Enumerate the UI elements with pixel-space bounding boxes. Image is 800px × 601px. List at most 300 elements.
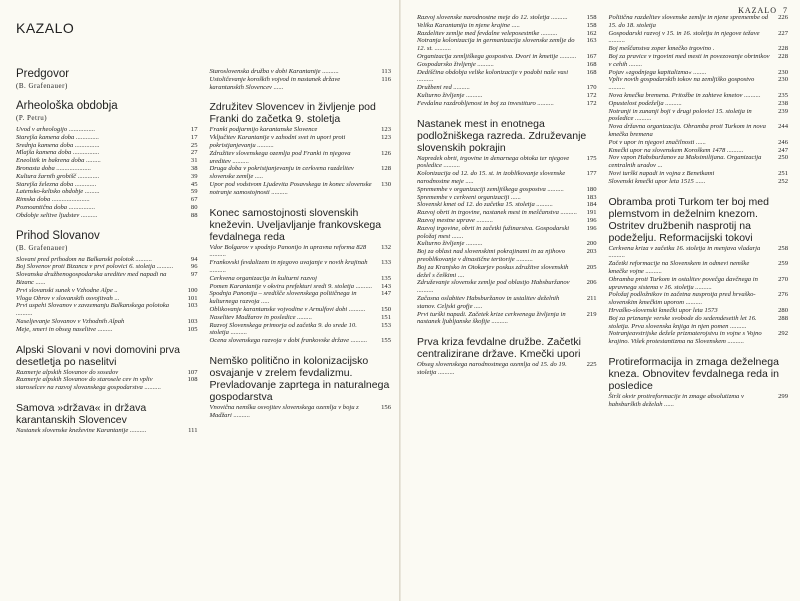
- toc-entry: [16, 427, 198, 435]
- toc-entry-title: Spremembe v cerkveni organizaciji ......: [417, 193, 521, 201]
- toc-entry-page: 126: [381, 149, 391, 157]
- toc-entry: [417, 295, 597, 311]
- toc-entry-title: Mlajša kamena doba ................: [16, 149, 100, 157]
- toc-entry-title: Kultura žarnih grobišč .............: [16, 172, 100, 180]
- section-author: (P. Petru): [16, 114, 48, 122]
- toc-entry-title: Prvi slovanski sunek v Vzhodne Alpe ..: [16, 286, 118, 294]
- toc-entry-page: 276: [778, 291, 788, 299]
- toc-entry-title: Obdobje selitve ljudstev ..........: [16, 211, 98, 219]
- toc-entry: [16, 126, 198, 134]
- toc-entry-page: 184: [586, 201, 597, 209]
- toc-entry-page: 101: [187, 294, 198, 302]
- toc-entry: [609, 291, 789, 307]
- toc-entry-title: Velika Karantanija in njene krajine .....: [417, 21, 520, 29]
- toc-entry-title: Uvod v arheologijo ................: [16, 126, 96, 133]
- toc-entry: [417, 84, 597, 92]
- toc-entry-title: Druga doba v pokristjanjevanju in cerkvena razdelitev slovenske zemlje .....: [209, 165, 354, 181]
- toc-entry-page: 168: [586, 60, 597, 68]
- toc-entry-page: 247: [778, 146, 788, 154]
- toc-entry-page: 158: [586, 21, 597, 29]
- running-head: [738, 6, 788, 15]
- toc-entry: [609, 123, 789, 139]
- section-heading: Prva kriza fevdalne družbe. Začetki centralizirane države. Kmečki upori: [417, 336, 581, 361]
- toc-entry-page: 111: [188, 426, 198, 434]
- toc-entry-title: Prvi turški napadi. Začetek krize cerkvenega življenja in nastanek ljubljanske škofije ..........: [417, 310, 566, 326]
- toc-entry-title: Slovenski kmečki upor leta 1515 ......: [608, 177, 706, 185]
- toc-entry-title: Položaj podložnikov in začetna nasprotja pred hrvaško-slovenskim kmečkim uporom ..........: [608, 291, 756, 307]
- toc-entry-page: 196: [586, 224, 597, 232]
- toc-entry-page: 108: [187, 376, 198, 384]
- toc-entry: [210, 337, 392, 345]
- toc-entry-page: 270: [778, 275, 788, 283]
- toc-entry-title: Kolonizacija od 12. do 15. st. in izoblikovanje slovenske narodnostne meje .....: [417, 170, 566, 185]
- toc-entry-page: 258: [778, 244, 788, 252]
- toc-entry: [417, 22, 597, 30]
- toc-entry: [609, 245, 789, 261]
- toc-entry: [417, 61, 597, 69]
- toc-entry-title: Boj za priznanje verske svobode do sedemdesetih let 16. stoletja. Prva slovenska knjiga in njen pomen ..........: [608, 314, 757, 330]
- toc-entry-page: 153: [381, 321, 391, 329]
- toc-entry-title: Združitev slovenskega ozemlja pod Franki in njegova ureditev ..........: [209, 149, 351, 165]
- toc-entry-page: 133: [381, 259, 391, 267]
- section-heading: Nemško politično in kolonizacijsko osvajanje v zrelem fevdalizmu. Prevladovanje zaprtega in naturalnega gospodarstva: [209, 354, 390, 403]
- toc-entry: [210, 290, 392, 306]
- toc-entry: [417, 240, 597, 248]
- toc-entry: [210, 134, 392, 150]
- toc-entry: [210, 314, 392, 322]
- toc-entry: [210, 275, 392, 283]
- toc-entry: [417, 186, 597, 194]
- left-column-2: [210, 68, 392, 445]
- toc-entry-page: 251: [778, 169, 788, 177]
- toc-entry-list: [609, 245, 789, 346]
- toc-entry-list: [417, 14, 597, 108]
- section-heading: Združitev Slovencev in življenje pod Franki do začetka 9. stoletja: [209, 101, 376, 126]
- toc-entry-page: 25: [190, 141, 198, 149]
- toc-entry-page: 259: [778, 260, 788, 268]
- toc-entry-title: Starejša železna doba .............: [16, 180, 97, 188]
- toc-entry-page: 196: [586, 216, 597, 224]
- toc-entry-page: 205: [586, 263, 597, 271]
- toc-entry: [417, 201, 597, 209]
- toc-entry-page: 97: [190, 271, 198, 279]
- toc-entry: [417, 279, 597, 295]
- toc-entry-title: Cerkvena organizacija in kulturni razvoj: [209, 274, 317, 282]
- toc-entry-title: Začasna oslabitev Habsburžanov in ustalitev deželnih stanov. Celjski grofje .....: [417, 294, 560, 310]
- toc-entry: [609, 45, 789, 53]
- toc-entry-title: Pomen Karantanije v okviru prefekturi sredi 9. stoletja ..........: [209, 282, 373, 290]
- toc-entry-page: 170: [586, 84, 597, 92]
- toc-entry-title: Boj Slovenov proti Bizancu v prvi polovici 6. stoletja ..........: [16, 263, 174, 271]
- toc-entry-list: [16, 256, 198, 334]
- toc-entry: [16, 302, 198, 318]
- toc-entry-page: 230: [778, 76, 788, 84]
- toc-entry-title: Pot v upor in njegovi značilnosti ......: [608, 138, 706, 146]
- toc-entry: [417, 311, 597, 327]
- toc-entry-page: 135: [381, 274, 391, 282]
- toc-entry-page: 113: [381, 68, 391, 75]
- section-author: (B. Grafenauer): [16, 82, 68, 90]
- toc-entry-page: 230: [778, 68, 788, 76]
- toc-entry-page: 206: [586, 279, 597, 287]
- toc-entry-title: Novi turški napadi in vojna z Benetkami: [608, 169, 715, 177]
- left-page: [0, 0, 399, 601]
- toc-entry: [417, 37, 597, 53]
- toc-entry: [417, 225, 597, 241]
- section-author: (B. Grafenauer): [16, 243, 68, 252]
- toc-entry: [609, 315, 789, 331]
- toc-entry-page: 39: [190, 172, 198, 180]
- toc-entry: [417, 248, 597, 264]
- toc-entry: [609, 147, 789, 155]
- toc-entry-title: Obramba proti Turkom in ostalitev povečga davčnega in upravnega sistema v 16. stoletju ..........: [608, 275, 758, 291]
- toc-entry-page: 180: [586, 185, 597, 193]
- toc-entry: [210, 404, 392, 420]
- toc-entry-page: 226: [778, 14, 788, 21]
- toc-entry: [16, 369, 198, 377]
- toc-entry-title: Vnovična nemška osvojitev slovenskega ozemlja v boju z Madžari ..........: [209, 403, 359, 419]
- toc-entry-title: Srednja kamena doba ...............: [16, 141, 100, 149]
- toc-entry-title: Razvoj slovenske narodnostne meje do 12. stoletja ..........: [417, 14, 568, 21]
- toc-entry: [417, 92, 597, 100]
- toc-entry-title: Napredek obrti, trgovine in denarnega obtoka ter njegove posledice ..........: [417, 154, 570, 170]
- toc-entry-page: 143: [381, 282, 391, 290]
- toc-entry-title: Bronasta doba .....................: [16, 164, 92, 172]
- toc-entry: [210, 150, 392, 166]
- toc-entry-page: 147: [381, 290, 391, 298]
- toc-entry-title: Razvoj Slovenskega primorja od začetka 9. do srede 10. stoletja ..........: [209, 321, 357, 337]
- toc-entry-title: Gospodarski razvoj v 15. in 16. stoletju in njegove težave ..........: [608, 29, 760, 45]
- toc-entry-page: 151: [381, 313, 391, 321]
- left-column-1: [16, 68, 198, 445]
- toc-entry: [417, 361, 597, 377]
- toc-entry-title: Nova kmečka bremena. Pritožbe in zahteve kmetov ..........: [608, 91, 761, 99]
- toc-entry: [16, 318, 198, 326]
- toc-entry-title: Spodnja Panonija – središče slovenskega političnega in kulturnega razvoja .....: [209, 290, 357, 306]
- toc-entry-title: Hrvaško-slovenski kmečki upor leta 1573: [608, 306, 718, 314]
- toc-entry-page: 225: [586, 361, 597, 369]
- toc-entry: [417, 14, 597, 22]
- toc-entry-page: 228: [778, 52, 788, 60]
- toc-entry-title: Oblikovanje karantanske vojvodine v Arnulfovi dobi ..........: [209, 305, 366, 313]
- toc-entry-page: 38: [190, 164, 198, 172]
- toc-entry: [16, 287, 198, 295]
- toc-entry: [16, 149, 198, 157]
- toc-entry: [609, 276, 789, 292]
- toc-entry-title: Spremembe v organizaciji zemljiškega gospostva ..........: [417, 185, 564, 193]
- toc-entry-page: 239: [778, 107, 788, 115]
- toc-entry-page: 88: [190, 211, 198, 219]
- toc-entry-title: Rimska doba .......................: [16, 196, 90, 204]
- toc-entry-page: 132: [381, 243, 391, 251]
- toc-entry: [417, 30, 597, 38]
- toc-entry-page: 235: [778, 91, 788, 99]
- toc-entry-page: 228: [778, 45, 788, 53]
- toc-entry: [210, 244, 392, 260]
- toc-entry: [16, 204, 198, 212]
- toc-entry-page: 219: [586, 310, 597, 318]
- toc-entry-title: Boj za pravice v trgovini med mesti in povezovanje obrtnikov v cehih ........: [608, 52, 770, 68]
- toc-entry-page: 116: [381, 75, 391, 83]
- section-heading: Obramba proti Turkom ter boj med plemstvom in deželnim knezom. Ostritev družbenih nasprotij na podeželju. Reformacijski tokovi: [608, 195, 769, 244]
- toc-entry-title: Naseljevanje Slovanov v Vzhodnih Alpah: [16, 317, 125, 325]
- toc-entry-page: 175: [586, 154, 597, 162]
- toc-entry-page: 227: [778, 29, 788, 37]
- toc-entry: [609, 108, 789, 124]
- toc-entry-page: 123: [381, 126, 391, 134]
- toc-entry: [609, 330, 789, 346]
- toc-entry: [16, 134, 198, 142]
- toc-entry: [16, 326, 198, 334]
- toc-entry-list: [609, 393, 789, 409]
- toc-entry-page: 292: [778, 330, 788, 338]
- toc-entry: [16, 188, 198, 196]
- toc-entry-page: 107: [187, 368, 198, 376]
- toc-entry-title: Nov vzpon Habsburžanov za Maksimilijana. Organizacija centralnih uradov ...: [608, 154, 762, 170]
- toc-entry-list: [210, 404, 392, 420]
- toc-entry-title: Kulturno življenje ..........: [417, 240, 483, 248]
- toc-entry-page: 94: [190, 255, 198, 263]
- toc-entry-title: Razdelitev zemlje med fevdalne veleposestnike ..........: [417, 29, 558, 37]
- toc-entry: [16, 157, 198, 165]
- toc-entry-page: 183: [586, 193, 597, 201]
- toc-entry: [609, 393, 789, 409]
- toc-entry-page: 250: [778, 154, 788, 162]
- toc-entry-title: Nastanek slovenske kneževine Karantanije ..........: [16, 426, 147, 434]
- toc-entry-page: 211: [586, 294, 597, 302]
- toc-entry-page: 244: [778, 123, 788, 131]
- toc-entry-title: Začetki reformacije na Slovenskem in odmevi nemške kmečke vojne ..........: [608, 260, 750, 275]
- toc-entry-title: Latensko-keltsko obdobje .........: [16, 188, 100, 196]
- toc-entry-title: Vdor Bolgarov v spodnjo Panonijo in upravna reforma 828 ..........: [209, 243, 367, 259]
- toc-entry-title: Upor pod vodstvom Ljudevita Posavskega in konec slovenske notranje samostojnosti ..........: [209, 180, 372, 196]
- toc-entry-title: Slovenski kmet od 12. do začetka 15. stoletja ..........: [417, 201, 553, 209]
- toc-entry: [417, 217, 597, 225]
- toc-entry-page: 67: [190, 196, 198, 204]
- toc-entry-title: Dediščina obdobja velike kolonizacije v podobi naše vasi ..........: [417, 68, 569, 84]
- toc-entry: [417, 53, 597, 61]
- toc-entry-page: 103: [187, 317, 198, 325]
- toc-entry-page: 167: [586, 52, 597, 60]
- toc-entry: [609, 307, 789, 315]
- toc-entry: [609, 14, 789, 30]
- toc-entry-title: Ustoličevanje koroških vojvod in nastanek države karantanskih Slovencev ......: [209, 75, 341, 91]
- toc-entry-list: [16, 369, 198, 392]
- toc-entry-page: 130: [381, 180, 391, 188]
- toc-entry: [417, 155, 597, 171]
- toc-entry-title: Razvoj obrti in trgovine, nastanek mest in meščanstva ..........: [417, 209, 577, 217]
- toc-entry-title: Boj meščanstva zoper kmečko trgovino .: [608, 45, 715, 53]
- toc-entry-title: Organizacija zemljiškega gospostva. Dvori in kmetije ..........: [417, 52, 577, 60]
- toc-entry-title: Opustelost podeželja ..........: [608, 99, 682, 107]
- toc-entry-title: Notranji in zunanji boji v drugi polovici 15. stoletja in posledice ..........: [608, 107, 752, 123]
- toc-entry: [417, 209, 597, 217]
- toc-entry: [417, 69, 597, 85]
- toc-entry: [417, 194, 597, 202]
- toc-entry: [210, 306, 392, 314]
- toc-entry-title: Širši okvir protireformacije in zmage absolutizma v habsburških deželah ......: [608, 392, 744, 408]
- toc-entry: [609, 178, 789, 186]
- toc-entry-page: 96: [190, 263, 198, 271]
- toc-entry: [16, 173, 198, 181]
- toc-entry-title: Družbeni red ..........: [417, 84, 470, 92]
- toc-entry-page: 45: [190, 180, 198, 188]
- toc-entry-title: Poznoantična doba ................: [16, 203, 96, 211]
- toc-entry-list: [210, 244, 392, 345]
- toc-entry-title: Razvoj mestne uprave ..........: [417, 216, 493, 224]
- toc-entry-page: 80: [190, 203, 198, 211]
- right-column-2: [609, 14, 789, 418]
- toc-entry: [16, 263, 198, 271]
- toc-entry-page: 150: [381, 305, 391, 313]
- right-column-1: [417, 14, 597, 418]
- toc-entry-title: Boj za Kranjsko in Otokarjev poskus združitve slovenskih dežel s češkimi ....: [417, 263, 569, 279]
- toc-entry-list: [417, 155, 597, 327]
- section-heading: Samova »država« in država karantanskih Slovencev: [16, 401, 147, 426]
- toc-entry: [210, 76, 392, 92]
- toc-entry: [16, 196, 198, 204]
- toc-entry: [16, 295, 198, 303]
- toc-entry-title: Gospodarsko življenje ..........: [417, 60, 494, 68]
- toc-entry-title: Staroslovenska družba v dobi Karantanije ..........: [209, 68, 339, 75]
- toc-entry-list: [16, 126, 198, 220]
- toc-entry-page: 172: [586, 91, 597, 99]
- toc-entry-title: Slovani pred prihodom na Balkanski polotok ..........: [16, 255, 153, 263]
- toc-entry-page: 123: [381, 134, 391, 142]
- toc-entry-page: 162: [586, 29, 597, 37]
- toc-entry-title: Vključitev Karantanije v zahodni svet in upori proti pokristjanjevanju ..........: [209, 134, 346, 149]
- section-heading: Alpski Slovani v novi domovini prva desetletja po naselitvi: [16, 343, 180, 368]
- toc-entry-title: Ocena slovenskega razvoja v dobi frankovske države ..........: [209, 337, 368, 345]
- toc-entry-title: Naselitev Madžarov in posledice .........: [209, 313, 312, 321]
- toc-entry: [609, 76, 789, 92]
- section-heading: Predgovor: [16, 68, 70, 80]
- toc-entry-page: 59: [190, 188, 198, 196]
- toc-entry-page: 163: [586, 37, 597, 45]
- toc-entry-page: 155: [381, 337, 391, 345]
- toc-entry: [210, 181, 392, 197]
- toc-entry-title: Vloga Obrov v slovanskih osvojitvah ...: [16, 294, 120, 302]
- toc-entry-page: 17: [190, 133, 198, 141]
- toc-entry-title: Starejša kamena doba ..............: [16, 133, 100, 141]
- toc-entry-page: 17: [190, 126, 198, 133]
- toc-entry-page: 168: [586, 68, 597, 76]
- toc-entry-title: Razmerje alpskih Slovanov do starosele cev in vpliv staroselcev na razvoj slovanskega gospodarstva ..........: [16, 376, 161, 392]
- toc-entry: [609, 30, 789, 46]
- toc-entry-page: 288: [778, 314, 788, 322]
- toc-entry: [609, 170, 789, 178]
- toc-entry: [210, 126, 392, 134]
- toc-entry-page: 172: [586, 99, 597, 107]
- toc-entry: [210, 165, 392, 181]
- toc-entry-page: 280: [778, 306, 788, 314]
- toc-entry-page: 100: [187, 286, 198, 294]
- toc-entry-title: Boj za oblast nad slovenskimi pokrajinami in za njihovo preoblikovanje v dinastične teritorije ..........: [417, 248, 565, 263]
- toc-entry-page: 238: [778, 99, 788, 107]
- toc-entry: [210, 68, 392, 76]
- toc-entry-title: Prvi uspehi Slovanov v zavzemanju Balkanskega polotoka ..........: [16, 302, 170, 318]
- toc-entry: [16, 181, 198, 189]
- toc-entry: [16, 256, 198, 264]
- toc-entry-title: Razvoj trgovine, obrti in začetki fužinarstva. Gospodarski položaj mest .......: [417, 224, 570, 240]
- toc-entry: [609, 139, 789, 147]
- toc-entry-title: Slovanska družbenogospodarska ureditev med napadi na Bizanc ......: [16, 271, 167, 286]
- toc-entry-page: 27: [190, 149, 198, 157]
- toc-entry-page: 128: [381, 165, 391, 173]
- toc-entry-page: 105: [187, 325, 198, 333]
- toc-entry-page: 200: [586, 240, 597, 248]
- toc-entry: [609, 53, 789, 69]
- toc-entry-page: 252: [778, 177, 788, 185]
- toc-entry-page: 246: [778, 138, 788, 146]
- toc-entry: [417, 100, 597, 108]
- toc-entry: [609, 100, 789, 108]
- section-heading: Arheološka obdobja: [16, 100, 118, 112]
- toc-entry-title: Obseg slovenskega narodnostnega ozemlja od 15. do 19. stoletja ..........: [417, 361, 567, 376]
- toc-entry-title: Kulturno življenje ..........: [417, 91, 483, 99]
- page-title: KAZALO: [16, 20, 75, 36]
- toc-entry-page: 191: [586, 209, 597, 217]
- toc-entry-title: Združevanje slovenske zemlje pod oblastjo Habsburžanov ..........: [417, 279, 570, 295]
- toc-entry-list: [609, 14, 789, 186]
- toc-entry-title: Fevdalna razdrobljenost in boj za investituro ..........: [417, 99, 554, 107]
- toc-entry-page: 103: [187, 302, 198, 310]
- toc-entry-page: 31: [190, 157, 198, 165]
- toc-entry: [16, 376, 198, 392]
- page-number: 7: [783, 6, 788, 15]
- toc-entry-title: Frankovski fevdalizem in njegovo uvajanje v novih krajinah ..........: [209, 259, 368, 274]
- toc-entry-title: Meje, smeri in obseg naselitve .........: [16, 325, 113, 333]
- toc-entry-list: [210, 126, 392, 196]
- toc-entry-title: Kmečki upor na slovenskem Koroškem 1478 ..........: [608, 146, 744, 154]
- section-heading: Konec samostojnosti slovenskih kneževin. Uveljavljanje frankovskega fevdalnega reda: [209, 206, 382, 243]
- toc-entry-list: [210, 68, 392, 91]
- toc-entry-title: Razmerje alpskih Slovanov do sosedov: [16, 368, 119, 376]
- toc-entry: [210, 322, 392, 338]
- toc-entry-page: 203: [586, 248, 597, 256]
- toc-entry-page: 156: [381, 403, 391, 411]
- section-heading: Nastanek mest in enotnega podložniškega razreda. Združevanje slovenskih pokrajin: [417, 117, 587, 154]
- toc-entry-list: [417, 361, 597, 377]
- toc-entry-title: Notranja kolonizacija in germanizacija slovenske zemlje do 12. st. ..........: [417, 37, 575, 53]
- toc-entry: [609, 92, 789, 100]
- toc-entry: [609, 69, 789, 77]
- toc-entry-title: Politična razdelitev slovenske zemlje in njene spremembe od 15. do 18. stoletja: [608, 14, 769, 29]
- toc-entry-page: 177: [586, 170, 597, 178]
- toc-entry: [16, 212, 198, 220]
- toc-entry: [417, 170, 597, 186]
- toc-entry-title: Cerkvena kriza v začetku 16. stoletja in menjava vladarja ..........: [608, 244, 761, 260]
- toc-entry: [210, 259, 392, 275]
- toc-entry: [210, 283, 392, 291]
- toc-entry-title: Nova državna organizacija. Obramba proti Turkom in nova kmečka bremena: [608, 123, 766, 138]
- toc-entry-title: Pojav »zgodnjega kapitalizma« ........: [608, 68, 707, 76]
- toc-entry-page: 158: [586, 14, 597, 21]
- section-heading: Prihod Slovanov: [16, 229, 100, 242]
- toc-entry: [417, 264, 597, 280]
- toc-entry-list: [16, 427, 198, 435]
- toc-entry: [16, 165, 198, 173]
- toc-entry: [609, 260, 789, 276]
- toc-entry: [16, 142, 198, 150]
- toc-entry-page: 299: [778, 392, 788, 400]
- toc-entry-title: Vpliv novih gospodarskih tokov na zemljiško gospostvo ..........: [608, 76, 755, 92]
- toc-entry-title: Notranjeavstrijske dežele prizmaterojstvu in vojne s Vojno krajino. Višek protestantizma na Slovenskem ..........: [608, 330, 762, 346]
- toc-entry: [16, 271, 198, 287]
- right-page: [401, 0, 800, 601]
- toc-entry: [609, 154, 789, 170]
- toc-entry-title: Franki podjarmijo karantanske Slovence: [209, 126, 318, 134]
